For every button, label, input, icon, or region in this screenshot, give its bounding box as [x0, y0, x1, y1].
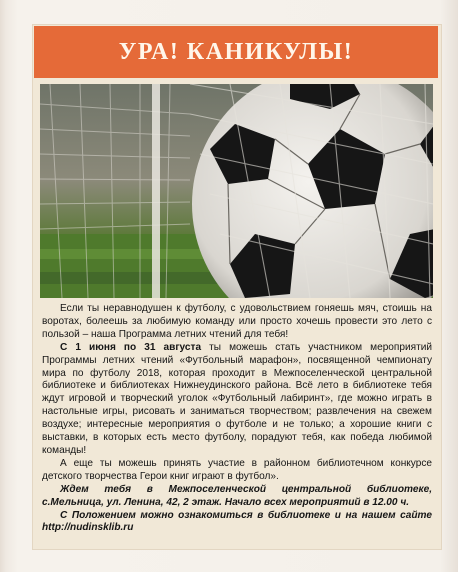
program-description: ты можешь стать участником мероприятий Программы летних чтений «Футбольный марафон», посвященной чемпионату мира по футболу 2018, которая проходит в Межпоселенческой центральной библиотеке и библиотеках Нижнеудинского района. Всё лето в библиотеке тебя ждут игровой и творческий уголок «Футбольный лабиринт», где можно играть в настольные игры, рисовать и заниматься творчеством; развлечения на свежем воздухе; интересные мероприятия о футболе и не только; а хорошие книги с выставки, в которых есть место футболу, порадуют тебя, как победа любимой команды!	[42, 341, 432, 456]
soccer-ball-photo	[40, 84, 433, 298]
article-paragraph-contest: А еще ты можешь принять участие в районном библиотечном конкурсе детского творчества Герои книг играют в футбол».	[42, 457, 432, 482]
page-title: УРА! КАНИКУЛЫ!	[118, 38, 354, 65]
program-dates: С 1 июня по 31 августа	[60, 341, 202, 353]
article-body	[42, 303, 432, 535]
title-banner	[34, 26, 438, 78]
article-paragraph-invitation: Ждем тебя в Межпоселенческой центральной библиотеке, с.Мельница, ул. Ленина, 42, 2 этаж. Начало всех мероприятий в 12.00 ч.	[42, 483, 432, 508]
article-paragraph-program	[42, 342, 432, 458]
article-paragraph-intro: Если ты неравнодушен к футболу, с удовольствием гоняешь мяч, стоишь на воротах, болеешь за любимую команду или просто хочешь провести это лето с пользой – наша Программа летних чтений для тебя!	[42, 303, 432, 340]
article-paragraph-website: С Положением можно ознакомиться в библиотеке и на нашем сайте http://nudinsklib.ru	[42, 509, 432, 534]
soccer-ball-image	[40, 84, 433, 298]
